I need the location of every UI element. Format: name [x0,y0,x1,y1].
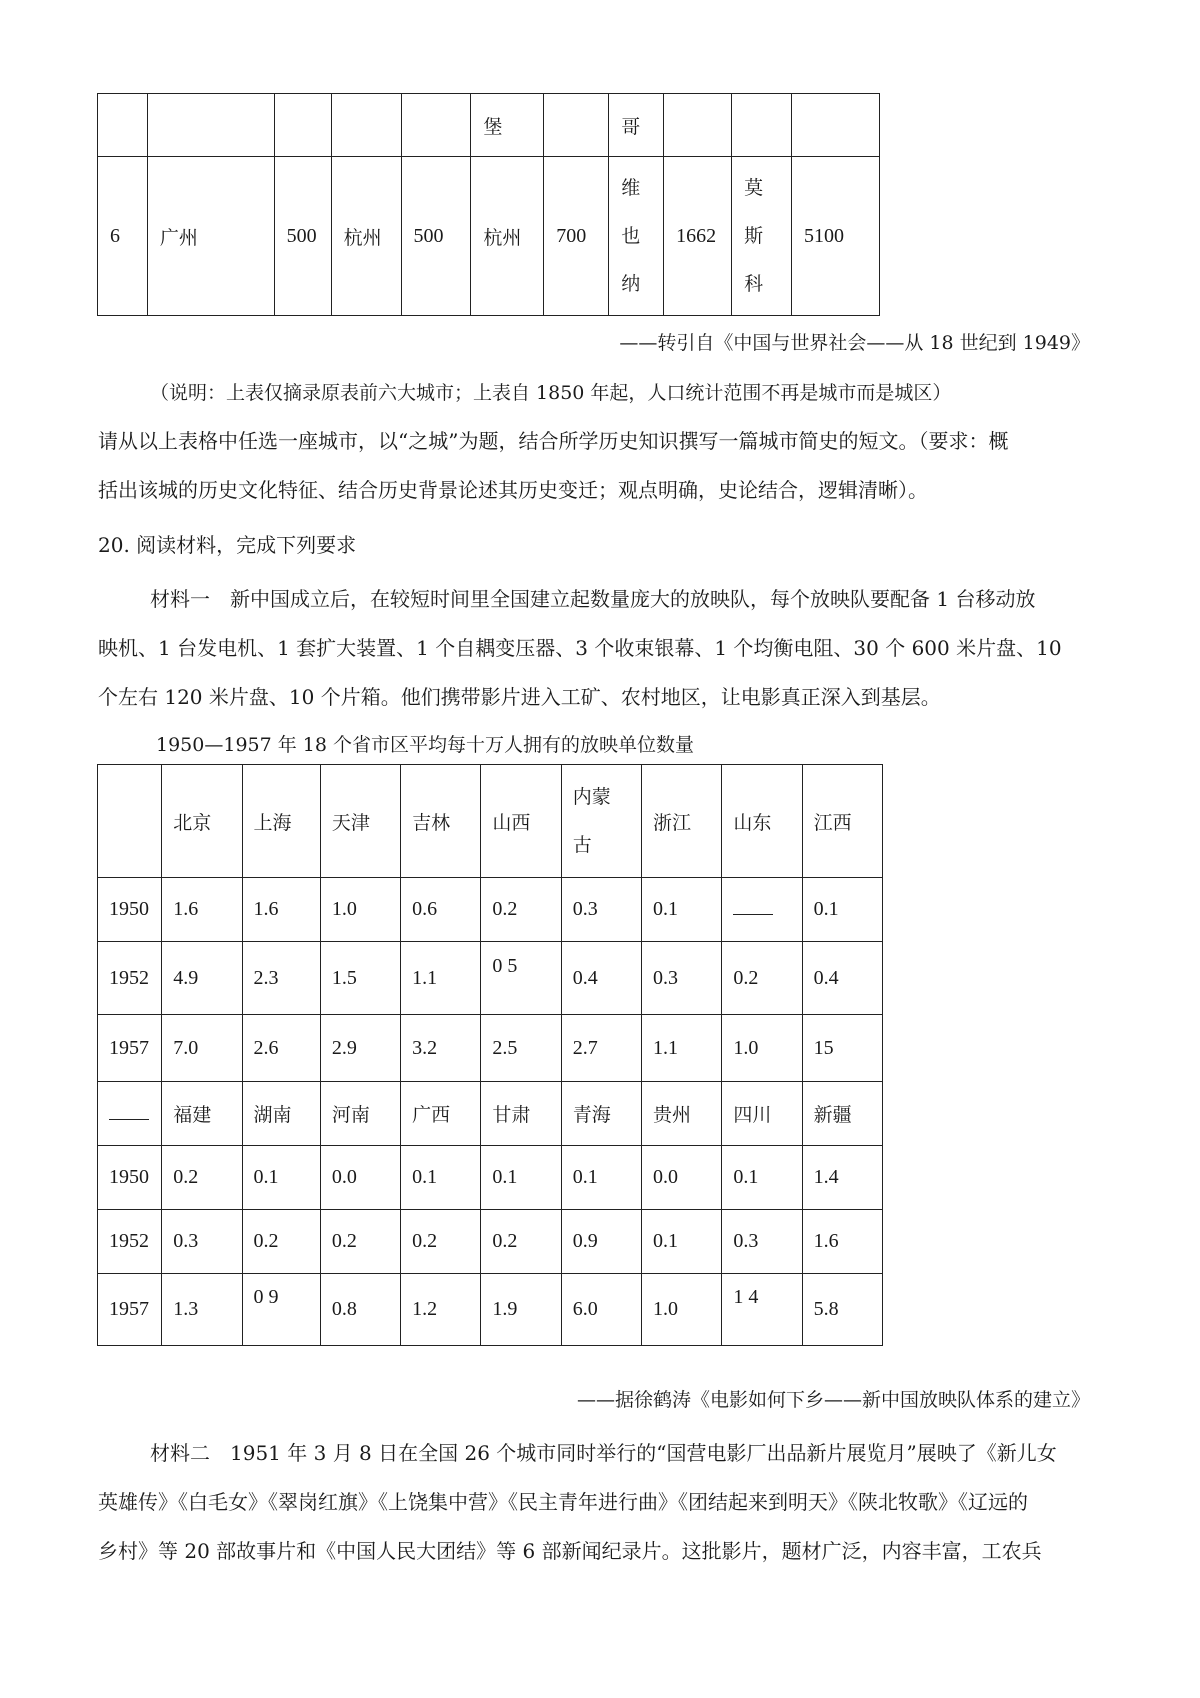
value-cell: 2.6 [242,1015,320,1082]
value-cell: 0.6 [401,878,481,942]
year-cell: 1950 [98,1146,162,1210]
table-row [98,157,880,316]
value-cell: 0 9 [242,1274,320,1346]
header-cell: 贵州 [642,1082,722,1146]
blank-value-cell [722,878,802,942]
value-cell: 0.3 [642,942,722,1015]
value-cell: 0.2 [320,1210,400,1274]
source-citation: ——转引自《中国与世界社会——从 18 世纪到 1949》 [619,332,1090,354]
table-cell [98,94,148,157]
value-cell: 1.6 [242,878,320,942]
value-cell: 0 5 [481,942,561,1015]
header-cell: 吉林 [401,765,481,878]
value-cell: 1.3 [162,1274,242,1346]
blank-line [109,1105,149,1120]
question-title: 20. 阅读材料，完成下列要求 [98,533,357,557]
task-line: 请从以上表格中任选一座城市，以“之城”为题，结合所学历史知识撰写一篇城市简史的短文。（要求：概 [98,429,1009,453]
table-row [98,878,883,942]
table-cell [732,94,792,157]
value-cell: 1.2 [401,1274,481,1346]
header-cell: 河南 [320,1082,400,1146]
year-cell: 1952 [98,1210,162,1274]
table-cell [664,94,732,157]
table-header-row [98,1082,883,1146]
table-row [98,94,880,157]
value-cell: 15 [802,1015,882,1082]
city-cell: 杭州 [331,157,401,316]
value-cell: 1.1 [401,942,481,1015]
header-cell: 北京 [162,765,242,878]
table-caption: 1950—1957 年 18 个省市区平均每十万人拥有的放映单位数量 [156,734,695,756]
table-cell [792,94,880,157]
value-cell: 0.9 [561,1210,641,1274]
header-cell: 山西 [481,765,561,878]
value-cell: 1.6 [802,1210,882,1274]
value-cell: 2.9 [320,1015,400,1082]
table-cell [331,94,401,157]
value-cell: 0.2 [481,878,561,942]
blank-line [733,900,773,915]
value-cell: 0.1 [242,1146,320,1210]
value-cell: 1.0 [320,878,400,942]
task-line: 括出该城的历史文化特征、结合历史背景论述其历史变迁；观点明确，史论结合，逻辑清晰）。 [98,478,928,502]
year-cell: 1952 [98,942,162,1015]
value-cell: 0.2 [162,1146,242,1210]
table-cell [147,94,274,157]
value-cell: 1.0 [722,1015,802,1082]
year-cell: 1957 [98,1015,162,1082]
header-cell: 四川 [722,1082,802,1146]
table-header-row [98,765,883,878]
value-cell: 1.4 [802,1146,882,1210]
header-cell [98,765,162,878]
value-cell: 0.1 [802,878,882,942]
value-cell: 0.1 [401,1146,481,1210]
population-cell: 700 [544,157,609,316]
value-cell: 0.2 [242,1210,320,1274]
value-cell: 0.1 [642,1210,722,1274]
city-cell: 杭州 [471,157,544,316]
header-cell: 湖南 [242,1082,320,1146]
header-cell: 浙江 [642,765,722,878]
population-cell: 500 [274,157,331,316]
header-cell: 山东 [722,765,802,878]
city-cell: 广州 [147,157,274,316]
value-cell: 2.5 [481,1015,561,1082]
header-cell: 江西 [802,765,882,878]
value-cell: 0.0 [320,1146,400,1210]
value-cell: 1.6 [162,878,242,942]
value-cell: 1.0 [642,1274,722,1346]
material-line: 映机、1 台发电机、1 套扩大装置、1 个自耦变压器、3 个收束银幕、1 个均衡电阻、30 个 600 米片盘、10 [98,636,1062,660]
value-cell: 0.0 [642,1146,722,1210]
value-cell: 4.9 [162,942,242,1015]
blank-header-cell [98,1082,162,1146]
value-cell: 0.8 [320,1274,400,1346]
projection-units-table [97,764,883,1346]
value-cell: 1.1 [642,1015,722,1082]
material-line: 乡村》等 20 部故事片和《中国人民大团结》等 6 部新闻纪录片。这批影片，题材广泛，内容丰富，工农兵 [98,1539,1042,1563]
value-cell: 6.0 [561,1274,641,1346]
city-population-table [97,93,880,316]
value-cell: 0.1 [722,1146,802,1210]
city-cell: 莫斯科 [732,157,792,316]
value-cell: 5.8 [802,1274,882,1346]
value-cell: 0.1 [561,1146,641,1210]
value-cell: 7.0 [162,1015,242,1082]
table-cell: 哥 [609,94,664,157]
value-cell: 1.9 [481,1274,561,1346]
material-line: 材料一 新中国成立后，在较短时间里全国建立起数量庞大的放映队，每个放映队要配备 1 台移动放 [150,587,1036,611]
city-cell: 维也纳 [609,157,664,316]
header-cell: 甘肃 [481,1082,561,1146]
header-cell: 福建 [162,1082,242,1146]
table-note: （说明：上表仅摘录原表前六大城市；上表自 1850 年起，人口统计范围不再是城市而是城区） [150,382,952,404]
value-cell: 0.2 [401,1210,481,1274]
header-cell: 上海 [242,765,320,878]
material-line: 材料二 1951 年 3 月 8 日在全国 26 个城市同时举行的“国营电影厂出品新片展览月”展映了《新儿女 [150,1441,1057,1465]
table-row [98,1210,883,1274]
value-cell: 0.2 [722,942,802,1015]
material-line: 个左右 120 米片盘、10 个片箱。他们携带影片进入工矿、农村地区，让电影真正深入到基层。 [98,685,941,709]
table-row [98,1274,883,1346]
table-row [98,1015,883,1082]
source-citation: ——据徐鹤涛《电影如何下乡——新中国放映队体系的建立》 [576,1389,1090,1411]
header-cell: 内蒙古 [561,765,641,878]
header-cell: 新疆 [802,1082,882,1146]
value-cell: 0.2 [481,1210,561,1274]
value-cell: 0.4 [561,942,641,1015]
table-cell [544,94,609,157]
value-cell: 0.4 [802,942,882,1015]
value-cell: 2.3 [242,942,320,1015]
header-cell: 广西 [401,1082,481,1146]
rank-cell: 6 [98,157,148,316]
value-cell: 1.5 [320,942,400,1015]
table-cell [274,94,331,157]
population-cell: 1662 [664,157,732,316]
value-cell: 0.3 [722,1210,802,1274]
value-cell: 3.2 [401,1015,481,1082]
table-cell [401,94,471,157]
population-cell: 500 [401,157,471,316]
header-cell: 青海 [561,1082,641,1146]
year-cell: 1950 [98,878,162,942]
value-cell: 0.3 [561,878,641,942]
value-cell: 0.3 [162,1210,242,1274]
year-cell: 1957 [98,1274,162,1346]
value-cell: 0.1 [481,1146,561,1210]
population-cell: 5100 [792,157,880,316]
value-cell: 1 4 [722,1274,802,1346]
table-cell: 堡 [471,94,544,157]
value-cell: 2.7 [561,1015,641,1082]
value-cell: 0.1 [642,878,722,942]
header-cell: 天津 [320,765,400,878]
material-line: 英雄传》《白毛女》《翠岗红旗》《上饶集中营》《民主青年进行曲》《团结起来到明天》《陕北牧歌》《辽远的 [98,1490,1028,1514]
table-row [98,942,883,1015]
table-row [98,1146,883,1210]
